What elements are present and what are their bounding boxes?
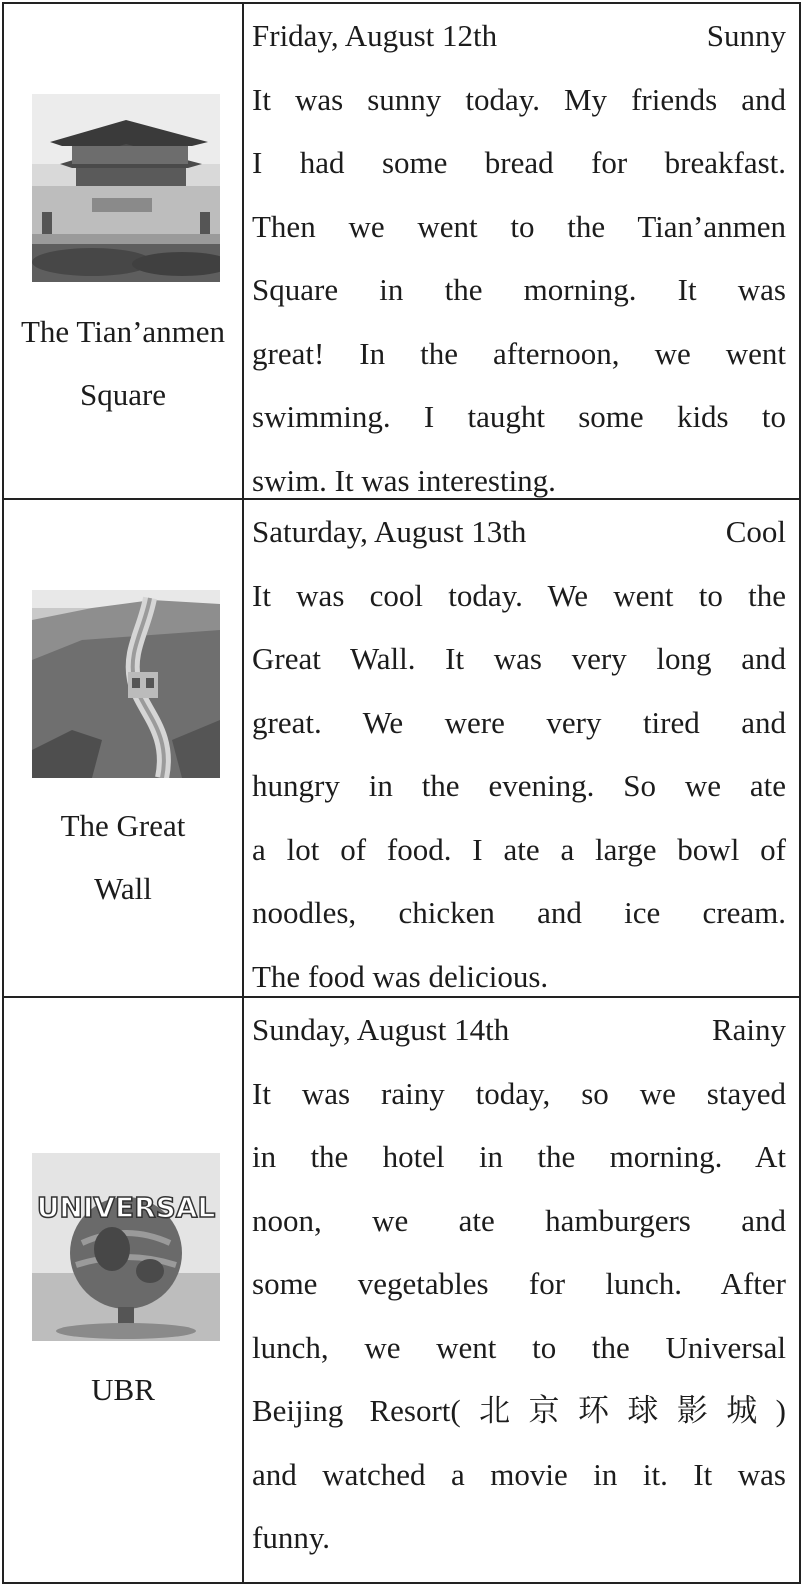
diary-line: in the hotel in the morning. At (252, 1139, 786, 1174)
diary-line: hungry in the evening. So we ate (252, 768, 786, 803)
great-wall-picture (32, 590, 220, 778)
tiananmen-picture (32, 94, 220, 282)
diary-line: It was rainy today, so we stayed (252, 1075, 786, 1111)
diary-line: swimming. I taught some kids to (252, 399, 786, 434)
diary-entry (4, 996, 799, 1582)
entry-weather: Sunny (706, 18, 786, 53)
diary-line: noodles, chicken and ice cream. (252, 895, 786, 930)
diary-line: Beijing Resort(北京环球影城) (252, 1393, 786, 1428)
diary-line: It was sunny today. My friends and (252, 81, 786, 117)
diary-entry (4, 498, 799, 996)
entry-header (252, 4, 786, 68)
entry-date: Friday, August 12th (252, 18, 498, 53)
diary-table (2, 2, 801, 1584)
place-label-line: Wall (94, 871, 152, 906)
diary-line: swim. It was interesting. (252, 462, 556, 498)
place-cell (4, 500, 242, 996)
diary-line: Then we went to the Tian’anmen (252, 208, 786, 244)
globe-sign-text: UNIVERSAL (36, 1191, 216, 1224)
diary-line: Square in the morning. It was (252, 272, 786, 307)
diary-line: noon, we ate hamburgers and (252, 1202, 786, 1238)
column-divider (242, 500, 244, 996)
diary-line: great. We were very tired and (252, 704, 786, 740)
universal-globe-photo (32, 1153, 220, 1341)
diary-line: and watched a movie in it. It was (252, 1456, 786, 1492)
universal-globe-picture (32, 1153, 220, 1341)
diary-line: funny. (252, 1520, 331, 1555)
column-divider (242, 998, 244, 1582)
great-wall-photo (32, 590, 220, 778)
place-cell (4, 998, 242, 1582)
diary-text (252, 4, 786, 512)
diary-line: some vegetables for lunch. After (252, 1266, 786, 1301)
diary-line: a lot of food. I ate a large bowl of (252, 831, 786, 867)
diary-line: lunch, we went to the Universal (252, 1329, 786, 1365)
place-label-line: UBR (91, 1372, 155, 1407)
entry-date: Sunday, August 14th (252, 1012, 510, 1047)
diary-line: great! In the afternoon, we went (252, 335, 786, 371)
entry-header (252, 998, 786, 1062)
diary-text (252, 500, 786, 1008)
diary-line: The food was delicious. (252, 958, 549, 994)
diary-line: I had some bread for breakfast. (252, 145, 786, 180)
place-label-line: The Great (60, 808, 186, 843)
column-divider (242, 4, 244, 500)
diary-line: Great Wall. It was very long and (252, 641, 786, 676)
entry-weather: Rainy (711, 1012, 786, 1047)
place-cell (4, 4, 242, 500)
entry-header (252, 500, 786, 564)
place-label-line: The Tian’anmen (20, 314, 226, 349)
diary-line: It was cool today. We went to the (252, 577, 786, 613)
entry-date: Saturday, August 13th (252, 514, 527, 549)
place-label-line: Square (79, 377, 167, 412)
entry-weather: Cool (725, 514, 786, 549)
diary-entry (4, 4, 799, 500)
diary-text (252, 998, 786, 1570)
tiananmen-photo (32, 94, 220, 282)
